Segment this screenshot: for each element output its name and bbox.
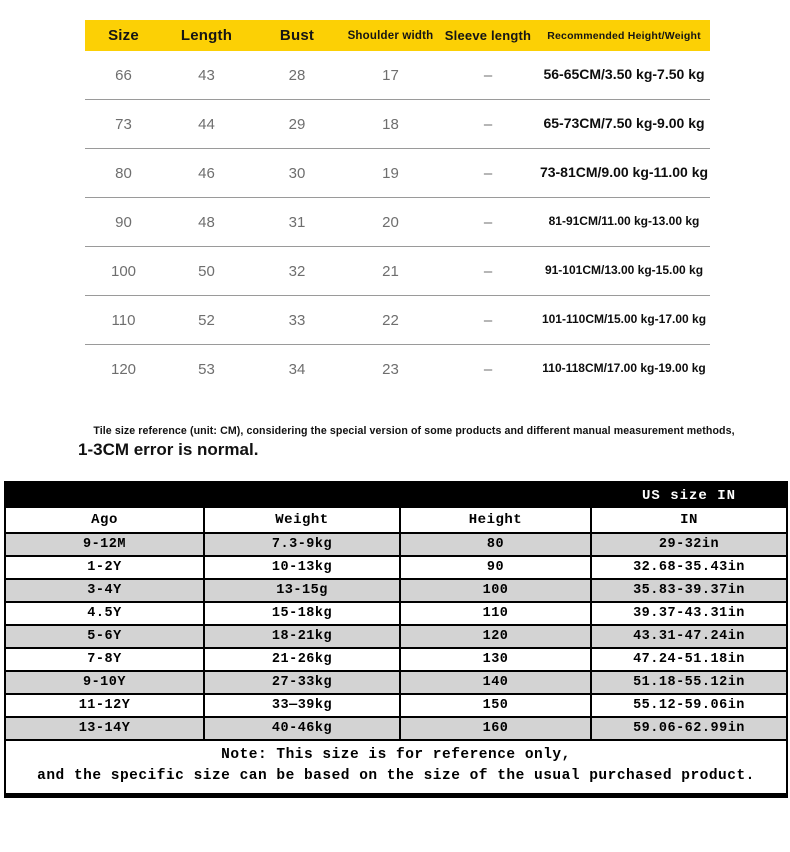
weight-value: 33—39kg — [205, 695, 401, 716]
size-value: 120 — [110, 360, 137, 378]
length-value: 44 — [198, 115, 215, 133]
height-value: 110 — [401, 603, 592, 624]
table-row — [6, 555, 786, 578]
us-size-table-title-bar — [6, 483, 786, 508]
table-row — [6, 693, 786, 716]
shoulder-value: 21 — [382, 262, 399, 280]
measurement-note-line2: 1-3CM error is normal. — [78, 440, 259, 459]
size-value: 66 — [115, 66, 132, 84]
sleeve-value: – — [483, 360, 493, 378]
recommended-value: 101-110CM/15.00 kg-17.00 kg — [541, 312, 707, 327]
length-value: 43 — [198, 66, 215, 84]
us-size-table-title: US size IN — [641, 487, 736, 504]
table-row — [6, 647, 786, 670]
column-header-size: Size — [108, 27, 139, 44]
garment-size-table-body — [85, 51, 710, 393]
column-header-height: Height — [401, 508, 592, 532]
recommended-value: 73-81CM/9.00 kg-11.00 kg — [539, 164, 709, 181]
measurement-note — [78, 425, 750, 460]
height-value: 150 — [401, 695, 592, 716]
weight-value: 13-15g — [205, 580, 401, 601]
length-value: 46 — [198, 164, 215, 182]
recommended-value: 65-73CM/7.50 kg-9.00 kg — [543, 115, 705, 132]
bust-value: 34 — [288, 360, 306, 378]
shoulder-value: 18 — [382, 115, 399, 133]
recommended-value: 110-118CM/17.00 kg-19.00 kg — [542, 361, 706, 376]
us-size-table-header-row — [6, 508, 786, 532]
bust-value: 30 — [288, 164, 306, 182]
table-row — [6, 532, 786, 555]
height-value: 120 — [401, 626, 592, 647]
size-value: 73 — [115, 115, 132, 133]
recommended-value: 91-101CM/13.00 kg-15.00 kg — [544, 263, 704, 278]
garment-size-table — [85, 20, 710, 393]
bust-value: 33 — [288, 311, 306, 329]
height-value: 80 — [401, 534, 592, 555]
reference-note-line2: and the specific size can be based on the size of the usual purchased product. — [37, 768, 755, 785]
column-header-shoulder-width: Shoulder width — [347, 29, 434, 42]
height-value: 100 — [401, 580, 592, 601]
length-value: 53 — [198, 360, 215, 378]
column-header-age: Ago — [6, 508, 205, 532]
shoulder-value: 23 — [382, 360, 399, 378]
garment-size-table-header — [85, 20, 710, 51]
us-size-table — [4, 481, 788, 798]
bust-value: 28 — [288, 66, 306, 84]
table-row — [85, 100, 710, 149]
weight-value: 21-26kg — [205, 649, 401, 670]
sleeve-value: – — [483, 311, 493, 329]
weight-value: 18-21kg — [205, 626, 401, 647]
table-row — [6, 601, 786, 624]
length-value: 52 — [198, 311, 215, 329]
shoulder-value: 22 — [382, 311, 399, 329]
age-value: 1-2Y — [6, 557, 205, 578]
inches-value: 35.83-39.37in — [633, 583, 745, 598]
sleeve-value: – — [483, 115, 493, 133]
weight-value: 10-13kg — [205, 557, 401, 578]
table-row — [6, 624, 786, 647]
age-value: 9-10Y — [6, 672, 205, 693]
age-value: 4.5Y — [6, 603, 205, 624]
inches-value: 29-32in — [658, 537, 720, 552]
column-header-bust: Bust — [279, 27, 315, 44]
size-value: 100 — [110, 262, 137, 280]
weight-value: 15-18kg — [205, 603, 401, 624]
bust-value: 31 — [288, 213, 306, 231]
age-value: 9-12M — [6, 534, 205, 555]
table-row — [6, 578, 786, 601]
size-chart-page — [0, 20, 790, 852]
weight-value: 40-46kg — [205, 718, 401, 739]
reference-note-line1: Note: This size is for reference only, — [221, 747, 571, 763]
reference-note — [6, 739, 786, 793]
age-value: 3-4Y — [6, 580, 205, 601]
shoulder-value: 17 — [382, 66, 399, 84]
table-row — [85, 149, 710, 198]
age-value: 11-12Y — [6, 695, 205, 716]
table-row — [85, 198, 710, 247]
sleeve-value: – — [483, 164, 493, 182]
weight-value: 27-33kg — [205, 672, 401, 693]
inches-value: 59.06-62.99in — [633, 721, 745, 736]
size-value: 80 — [115, 164, 132, 182]
age-value: 5-6Y — [6, 626, 205, 647]
bust-value: 32 — [288, 262, 306, 280]
shoulder-value: 19 — [382, 164, 399, 182]
measurement-note-line1: Tile size reference (unit: CM), considering the special version of some products and different manual measurement methods, — [93, 425, 735, 437]
height-value: 140 — [401, 672, 592, 693]
inches-value: 43.31-47.24in — [633, 629, 745, 644]
sleeve-value: – — [483, 66, 493, 84]
table-row — [85, 345, 710, 393]
age-value: 13-14Y — [6, 718, 205, 739]
column-header-length: Length — [180, 27, 233, 44]
length-value: 48 — [198, 213, 215, 231]
sleeve-value: – — [483, 262, 493, 280]
table-row — [85, 247, 710, 296]
bust-value: 29 — [288, 115, 306, 133]
inches-value: 55.12-59.06in — [633, 698, 745, 713]
inches-value: 39.37-43.31in — [633, 606, 745, 621]
recommended-value: 81-91CM/11.00 kg-13.00 kg — [548, 214, 700, 229]
table-row — [85, 51, 710, 100]
column-header-sleeve-length: Sleeve length — [444, 28, 532, 43]
inches-value: 51.18-55.12in — [633, 675, 745, 690]
recommended-value: 56-65CM/3.50 kg-7.50 kg — [543, 66, 705, 83]
shoulder-value: 20 — [382, 213, 399, 231]
size-value: 90 — [115, 213, 132, 231]
table-row — [6, 716, 786, 739]
sleeve-value: – — [483, 213, 493, 231]
height-value: 160 — [401, 718, 592, 739]
column-header-in: IN — [680, 512, 698, 528]
inches-value: 47.24-51.18in — [633, 652, 745, 667]
size-value: 110 — [111, 311, 136, 329]
inches-value: 32.68-35.43in — [633, 560, 745, 575]
table-row — [85, 296, 710, 345]
column-header-recommended: Recommended Height/Weight — [547, 29, 701, 42]
age-value: 7-8Y — [6, 649, 205, 670]
weight-value: 7.3-9kg — [205, 534, 401, 555]
column-header-weight: Weight — [205, 508, 401, 532]
table-row — [6, 670, 786, 693]
height-value: 130 — [401, 649, 592, 670]
length-value: 50 — [198, 262, 215, 280]
height-value: 90 — [401, 557, 592, 578]
